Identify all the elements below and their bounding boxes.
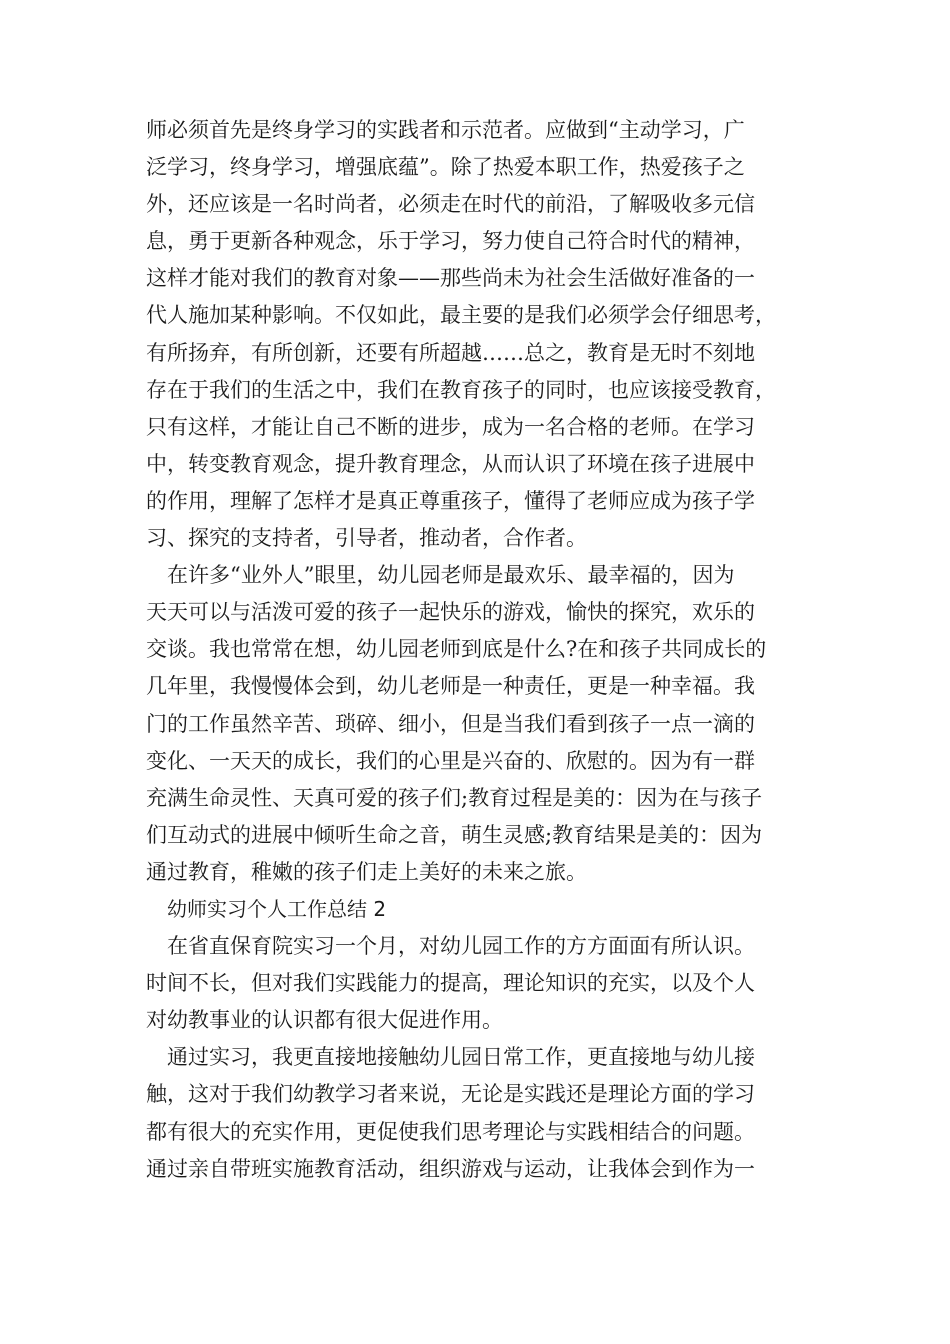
text-line: 们互动式的进展中倾听生命之音，萌生灵感;教育结果是美的：因为 [146, 822, 763, 847]
text-line: 天天可以与活泼可爱的孩子一起快乐的游戏，愉快的探究，欢乐的 [146, 600, 755, 625]
text-line: 息，勇于更新各种观念，乐于学习，努力使自己符合时代的精神， [146, 229, 755, 254]
text-line: 交谈。我也常常在想，幼儿园老师到底是什么?在和孩子共同成长的 [146, 637, 767, 662]
paragraph-3 [146, 928, 826, 1039]
text-line: 对幼教事业的认识都有很大促进作用。 [146, 1008, 503, 1033]
text-line: 在省直保育院实习一个月，对幼儿园工作的方方面面有所认识。 [167, 934, 755, 959]
text-line: 中，转变教育观念，提升教育理念，从而认识了环境在孩子进展中 [146, 451, 755, 476]
section-title: 幼师实习个人工作总结 2 [167, 896, 387, 921]
paragraph-1 [146, 112, 826, 557]
text-line: 的作用，理解了怎样才是真正尊重孩子，懂得了老师应成为孩子学 [146, 488, 755, 513]
text-line: 师必须首先是终身学习的实践者和示范者。应做到“主动学习，广 [146, 118, 745, 142]
text-line: 代人施加某种影响。不仅如此，最主要的是我们必须学会仔细思考， [146, 303, 776, 328]
text-line: 习、探究的支持者，引导者，推动者，合作者。 [146, 526, 587, 551]
text-line: 都有很大的充实作用，更促使我们思考理论与实践相结合的问题。 [146, 1119, 755, 1144]
text-line: 只有这样，才能让自己不断的进步，成为一名合格的老师。在学习 [146, 414, 755, 439]
section-heading [146, 891, 826, 928]
paragraph-2 [146, 557, 826, 891]
text-line: 充满生命灵性、天真可爱的孩子们;教育过程是美的：因为在与孩子 [146, 785, 763, 810]
text-line: 几年里，我慢慢体会到，幼儿老师是一种责任，更是一种幸福。我 [146, 674, 755, 699]
text-line: 变化、一天天的成长，我们的心里是兴奋的、欣慰的。因为有一群 [146, 748, 755, 773]
text-line: 通过实习，我更直接地接触幼儿园日常工作，更直接地与幼儿接 [167, 1045, 755, 1070]
text-line: 泛学习，终身学习，增强底蕴”。除了热爱本职工作，热爱孩子之 [146, 155, 745, 180]
text-line: 门的工作虽然辛苦、琐碎、细小，但是当我们看到孩子一点一滴的 [146, 711, 755, 736]
text-line: 有所扬弃，有所创新，还要有所超越……总之，教育是无时不刻地 [146, 340, 755, 365]
text-line: 外，还应该是一名时尚者，必须走在时代的前沿，了解吸收多元信 [146, 192, 755, 217]
text-line: 存在于我们的生活之中，我们在教育孩子的同时，也应该接受教育， [146, 377, 776, 402]
text-line: 时间不长，但对我们实践能力的提高，理论知识的充实，以及个人 [146, 971, 755, 996]
text-line: 在许多“业外人”眼里，幼儿园老师是最欢乐、最幸福的，因为 [167, 563, 735, 588]
text-line: 这样才能对我们的教育对象——那些尚未为社会生活做好准备的一 [146, 266, 755, 291]
document-body [146, 112, 826, 1188]
text-line: 触，这对于我们幼教学习者来说，无论是实践还是理论方面的学习 [146, 1082, 755, 1107]
text-line: 通过教育，稚嫩的孩子们走上美好的未来之旅。 [146, 859, 587, 884]
text-line: 通过亲自带班实施教育活动，组织游戏与运动，让我体会到作为一 [146, 1156, 755, 1181]
paragraph-4 [146, 1039, 826, 1187]
